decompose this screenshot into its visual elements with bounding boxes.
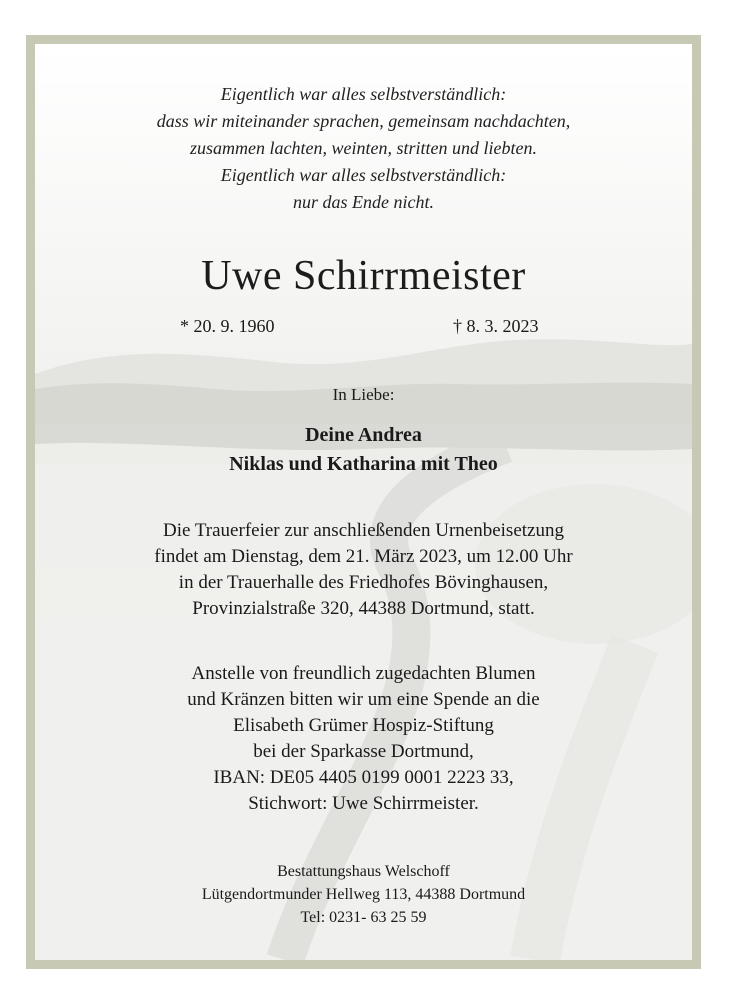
donation-line: IBAN: DE05 4405 0199 0001 2223 33,: [213, 767, 514, 788]
ceremony-line: findet am Dienstag, dem 21. März 2023, um 12.00 Uhr: [154, 546, 573, 567]
mourner-line: Niklas und Katharina mit Theo: [229, 453, 498, 475]
donation-line: Stichwort: Uwe Schirrmeister.: [248, 793, 479, 814]
donation-line: bei der Sparkasse Dortmund,: [253, 741, 474, 762]
ceremony-line: Provinzialstraße 320, 44388 Dortmund, statt.: [192, 598, 535, 619]
poem-line: nur das Ende nicht.: [293, 192, 434, 212]
notice-frame: [26, 35, 701, 969]
undertaker-line: Bestattungshaus Welschoff: [277, 863, 450, 880]
poem-line: zusammen lachten, weinten, stritten und liebten.: [190, 138, 537, 158]
donation-request: [35, 661, 692, 817]
mourners-list: [35, 421, 692, 479]
undertaker-line: Lütgendortmunder Hellweg 113, 44388 Dortmund: [201, 886, 526, 903]
ceremony-line: in der Trauerhalle des Friedhofes Bövinghausen,: [178, 572, 549, 593]
ceremony-details: [35, 518, 692, 622]
birth-date: * 20. 9. 1960: [180, 316, 275, 336]
poem-line: Eigentlich war alles selbstverständlich:: [220, 84, 507, 104]
ceremony-line: Die Trauerfeier zur anschließenden Urnenbeisetzung: [163, 520, 564, 541]
donation-line: Anstelle von freundlich zugedachten Blumen: [191, 663, 536, 684]
notice-content: [35, 44, 692, 960]
donation-line: Elisabeth Grümer Hospiz-Stiftung: [233, 715, 494, 736]
poem-line: Eigentlich war alles selbstverständlich:: [220, 165, 507, 185]
undertaker-line: Tel: 0231- 63 25 59: [300, 909, 427, 926]
death-date: † 8. 3. 2023: [453, 316, 539, 336]
mourners-intro: In Liebe:: [332, 385, 395, 404]
memorial-poem: [35, 81, 692, 216]
poem-line: dass wir miteinander sprachen, gemeinsam nachdachten,: [156, 111, 571, 131]
deceased-name: Uwe Schirrmeister: [201, 253, 526, 299]
undertaker-info: [35, 860, 692, 929]
donation-line: und Kränzen bitten wir um eine Spende an die: [187, 689, 540, 710]
mourner-line: Deine Andrea: [305, 424, 422, 446]
